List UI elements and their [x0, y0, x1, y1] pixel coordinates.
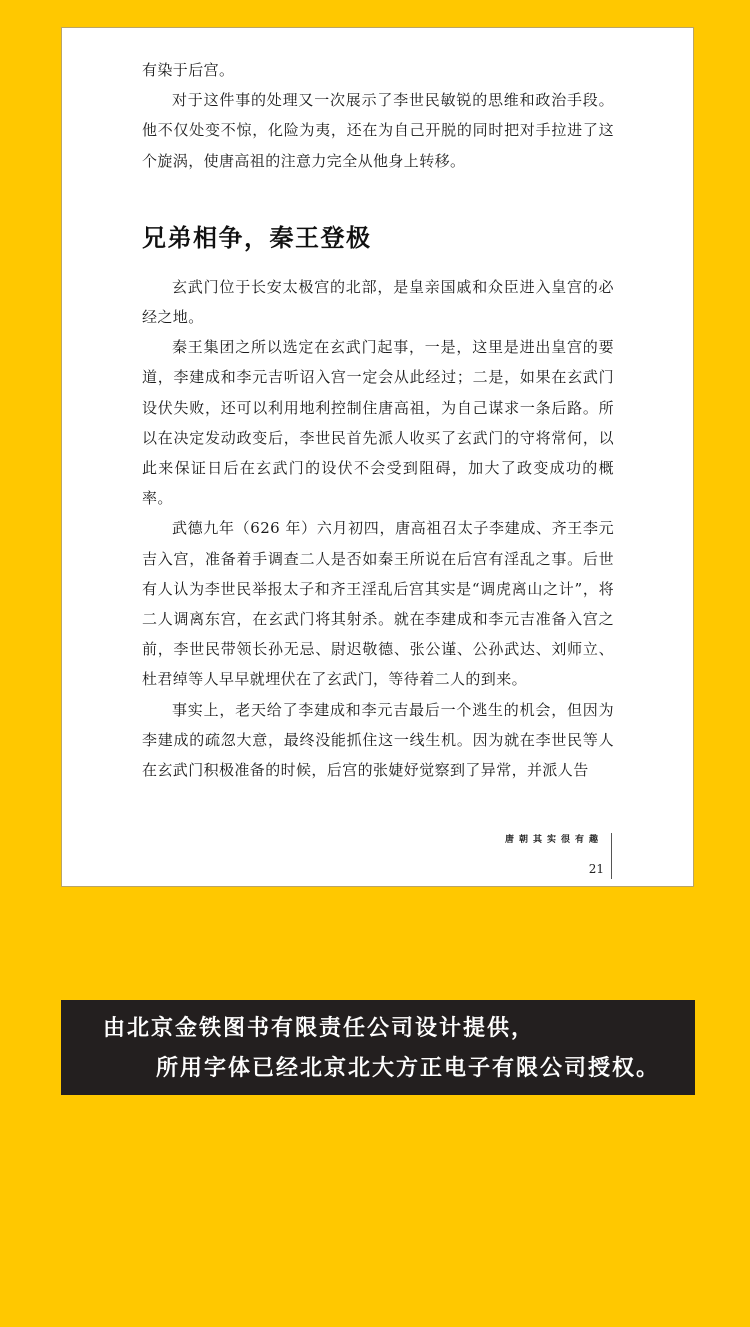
paragraph-6: 事实上，老天给了李建成和李元吉最后一个逃生的机会，但因为李建成的疏忽大意，最终没能抓住这一线生机。因为就在李世民等人在玄武门积极准备的时候，后宫的张婕妤觉察到了异常，并派人告: [142, 700, 614, 780]
page-body: [142, 55, 614, 785]
paragraph-5: 武德九年（626 年）六月初四，唐高祖召太子李建成、齐王李元吉入宫，准备着手调查二人是否如秦王所说在后宫有淫乱之事。后世有人认为李世民举报太子和齐王淫乱后宫其实是“调虎离山之计”，将二人调离东宫，在玄武门将其射杀。就在李建成和李元吉准备入宫之前，李世民带领长孙无忌、尉迟敬德、张公谨、公孙武达、刘师立、杜君绰等人早早就埋伏在了玄武门，等待着二人的到来。: [142, 519, 614, 689]
section-heading: 兄弟相争，秦王登极: [142, 222, 372, 252]
footer-divider: [611, 833, 612, 879]
running-title: 唐朝其实很有趣: [504, 835, 603, 845]
paragraph-1: 有染于后宫。: [142, 61, 235, 79]
credit-line-1: 由北京金铁图书有限责任公司设计提供，: [103, 1016, 536, 1041]
credit-banner: [61, 1000, 695, 1095]
paragraph-3: 玄武门位于长安太极宫的北部，是皇亲国戚和众臣进入皇宫的必经之地。: [142, 277, 614, 327]
book-page: [61, 27, 694, 887]
credit-line-2: 所用字体已经北京北大方正电子有限公司授权。: [156, 1056, 661, 1081]
paragraph-2: 对于这件事的处理又一次展示了李世民敏锐的思维和政治手段。他不仅处变不惊，化险为夷，还在为自己开脱的同时把对手拉进了这个旋涡，使唐高祖的注意力完全从他身上转移。: [142, 91, 614, 170]
page-number: 21: [588, 862, 604, 876]
paragraph-4: 秦王集团之所以选定在玄武门起事，一是，这里是进出皇宫的要道，李建成和李元吉听诏入宫一定会从此经过；二是，如果在玄武门设伏失败，还可以利用地利控制住唐高祖，为自己谋求一条后路。所以在决定发动政变后，李世民首先派人收买了玄武门的守将常何，以此来保证日后在玄武门的设伏不会受到阻碍，加大了政变成功的概率。: [142, 338, 614, 508]
